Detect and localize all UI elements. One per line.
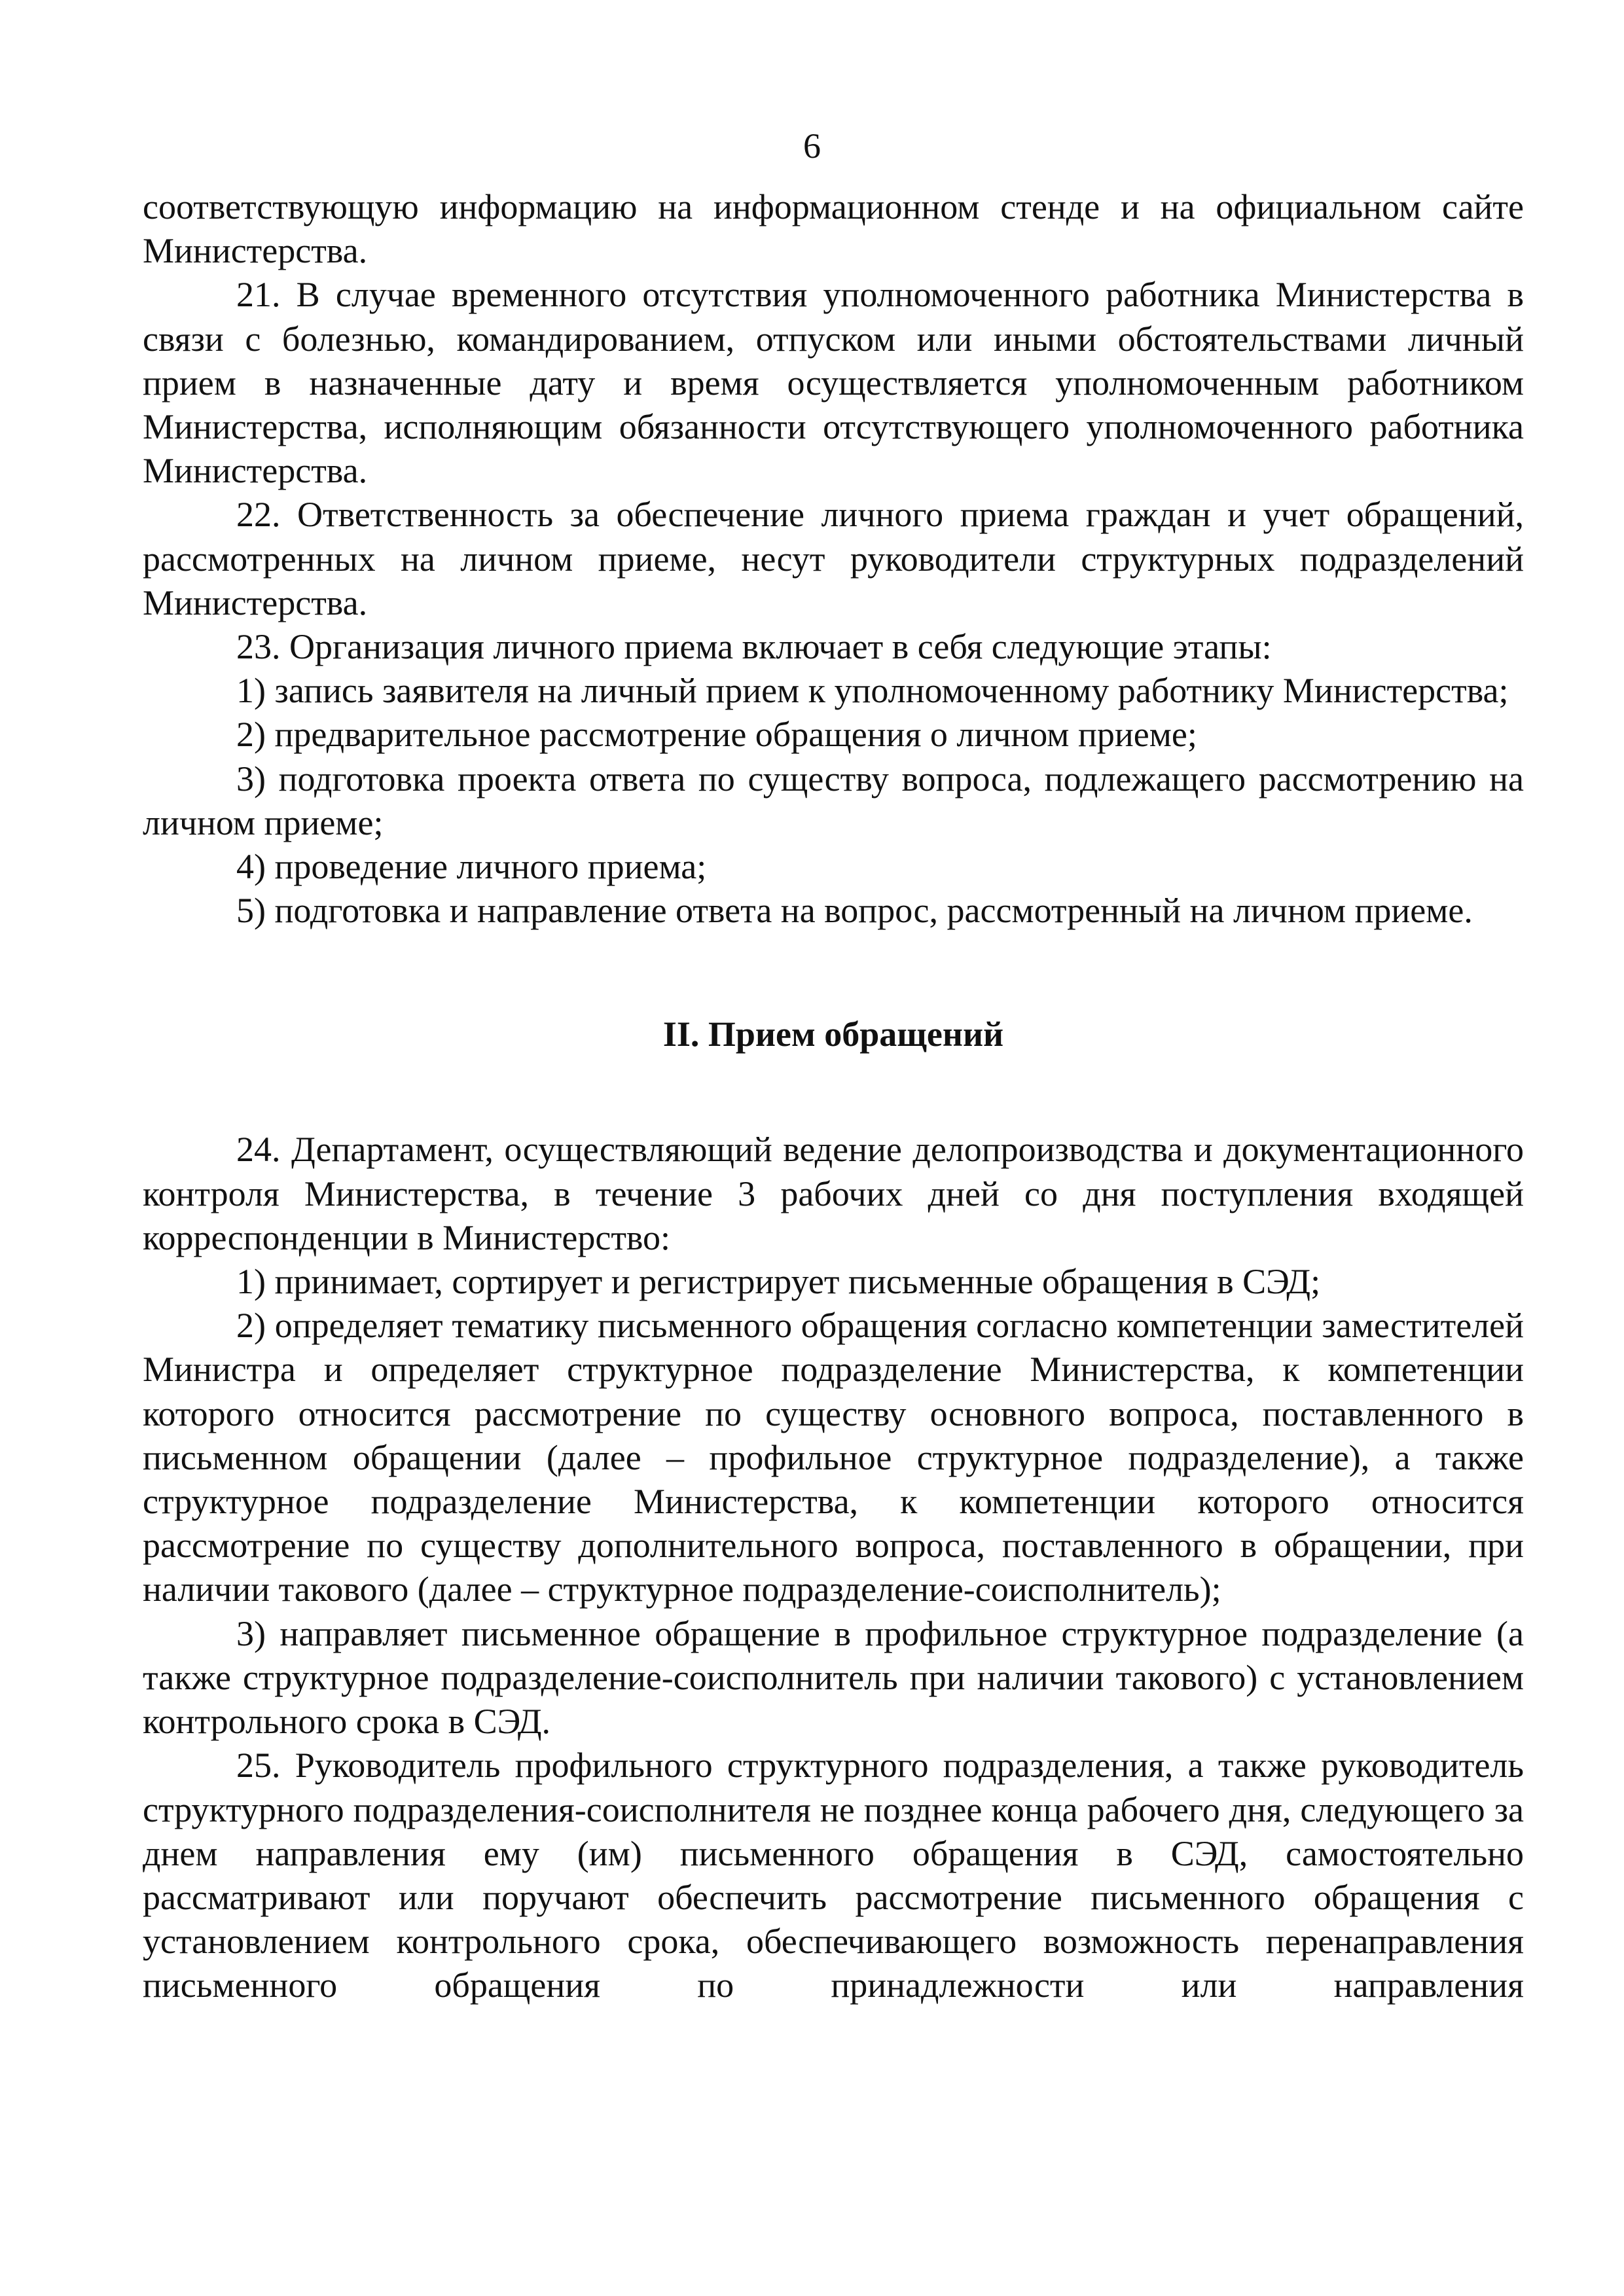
document-body <box>143 185 1524 2008</box>
paragraph-continuation: соответствующую информацию на информационном стенде и на официальном сайте Министерства. <box>143 187 1524 271</box>
section-title: II. Прием обращений <box>662 1014 1004 1054</box>
list-item-24-1: 1) принимает, сортирует и регистрирует письменные обращения в СЭД; <box>236 1262 1321 1302</box>
list-item-23-2: 2) предварительное рассмотрение обращения о личном приеме; <box>236 715 1197 755</box>
list-item-24-3: 3) направляет письменное обращение в профильное структурное подразделение (а также структурное подразделение-соисполнитель при наличии такового) с установлением контрольного срока в СЭД. <box>143 1613 1524 1742</box>
list-item-23-3: 3) подготовка проекта ответа по существу вопроса, подлежащего рассмотрению на личном приеме; <box>143 759 1524 842</box>
page-number: 6 <box>803 126 821 166</box>
paragraph-21: 21. В случае временного отсутствия уполномоченного работника Министерства в связи с болезнью, командированием, отпуском или иными обстоятельствами личный прием в назначенные дату и время осуществляется уполномоченным работником Министерства, исполняющим обязанности отсутствующего уполномоченного работника Министерства. <box>143 275 1524 491</box>
list-item-23-4: 4) проведение личного приема; <box>236 847 707 887</box>
paragraph-25: 25. Руководитель профильного структурного подразделения, а также руководитель структурного подразделения-соисполнителя не позднее конца рабочего дня, следующего за днем направления ему (им) письменного обращения в СЭД, самостоятельно рассматривают или поручают обеспечить рассмотрение письменного обращения с установлением контрольного срока, обеспечивающего возможность перенаправления письменного обращения по принадлежности или направления <box>143 1746 1524 2005</box>
paragraph-24: 24. Департамент, осуществляющий ведение делопроизводства и документационного контроля Министерства, в течение 3 рабочих дней со дня поступления входящей корреспонденции в Министерство: <box>143 1130 1524 1257</box>
list-item-23-5: 5) подготовка и направление ответа на вопрос, рассмотренный на личном приеме. <box>236 891 1473 931</box>
list-item-24-2: 2) определяет тематику письменного обращения согласно компетенции заместителей Министра и определяет структурное подразделение Министерства, к компетенции которого относится рассмотрение по существу основного вопроса, поставленного в письменном обращении (далее – профильное структурное подразделение), а также структурное подразделение Министерства, к компетенции которого относится рассмотрение по существу дополнительного вопроса, поставленного в обращении, при наличии такового (далее – структурное подразделение-соисполнитель); <box>143 1306 1524 1609</box>
paragraph-23: 23. Организация личного приема включает в себя следующие этапы: <box>236 627 1272 667</box>
list-item-23-1: 1) запись заявителя на личный прием к уполномоченному работнику Министерства; <box>236 671 1509 711</box>
paragraph-22: 22. Ответственность за обеспечение личного приема граждан и учет обращений, рассмотренных на личном приеме, несут руководители структурных подразделений Министерства. <box>143 495 1524 622</box>
